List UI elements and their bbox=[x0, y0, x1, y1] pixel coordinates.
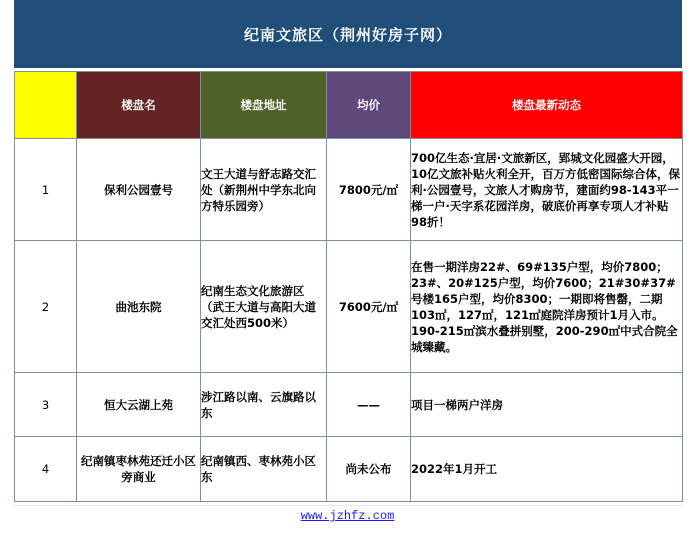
row-address: 涉江路以南、云旗路以东 bbox=[201, 373, 327, 437]
header-address: 楼盘地址 bbox=[201, 72, 327, 139]
table-header-row bbox=[15, 72, 683, 139]
row-number: 1 bbox=[15, 139, 77, 241]
row-name: 保利公园壹号 bbox=[77, 139, 201, 241]
page-title: 纪南文旅区（荆州好房子网） bbox=[14, 0, 682, 68]
table-row bbox=[15, 373, 683, 437]
row-price: 7600元/㎡ bbox=[327, 241, 411, 373]
row-news: 2022年1月开工 bbox=[411, 437, 683, 502]
listing-table bbox=[14, 71, 683, 502]
row-name: 曲池东院 bbox=[77, 241, 201, 373]
table-row bbox=[15, 241, 683, 373]
row-name: 恒大云湖上苑 bbox=[77, 373, 201, 437]
row-news: 项目一梯两户洋房 bbox=[411, 373, 683, 437]
row-news: 在售一期洋房22#、69#135户型，均价7800；23#、20#125户型，均价7600；21#30#37#号楼165户型，均价8300；一期即将售罄，二期103㎡，127㎡，121㎡庭院洋房预计1月入市。 190-215㎡滨水叠拼别墅，200-290㎡中式合院全城臻藏。 bbox=[411, 241, 683, 373]
header-number bbox=[15, 72, 77, 139]
row-number: 4 bbox=[15, 437, 77, 502]
row-price: 尚未公布 bbox=[327, 437, 411, 502]
header-name: 楼盘名 bbox=[77, 72, 201, 139]
table-row bbox=[15, 437, 683, 502]
row-address: 纪南镇西、枣林苑小区东 bbox=[201, 437, 327, 502]
row-price: —— bbox=[327, 373, 411, 437]
row-address: 文王大道与舒志路交汇处（新荆州中学东北向方特乐园旁） bbox=[201, 139, 327, 241]
row-name: 纪南镇枣林苑还迁小区旁商业 bbox=[77, 437, 201, 502]
row-address: 纪南生态文化旅游区（武王大道与高阳大道交汇处西500米） bbox=[201, 241, 327, 373]
website-link[interactable]: www.jzhfz.com bbox=[300, 509, 395, 523]
divider bbox=[14, 505, 682, 506]
header-news: 楼盘最新动态 bbox=[411, 72, 683, 139]
header-price: 均价 bbox=[327, 72, 411, 139]
table-row bbox=[15, 139, 683, 241]
row-number: 2 bbox=[15, 241, 77, 373]
row-number: 3 bbox=[15, 373, 77, 437]
row-price: 7800元/㎡ bbox=[327, 139, 411, 241]
row-news: 700亿生态·宜居·文旅新区，郢城文化园盛大开园，10亿文旅补贴火利全开，百万方低密国际综合体，保利·公园壹号，文旅人才购房节，建面约98-143平一梯一户·天字系花园洋房，破底价再享专项人才补贴98折！ bbox=[411, 139, 683, 241]
